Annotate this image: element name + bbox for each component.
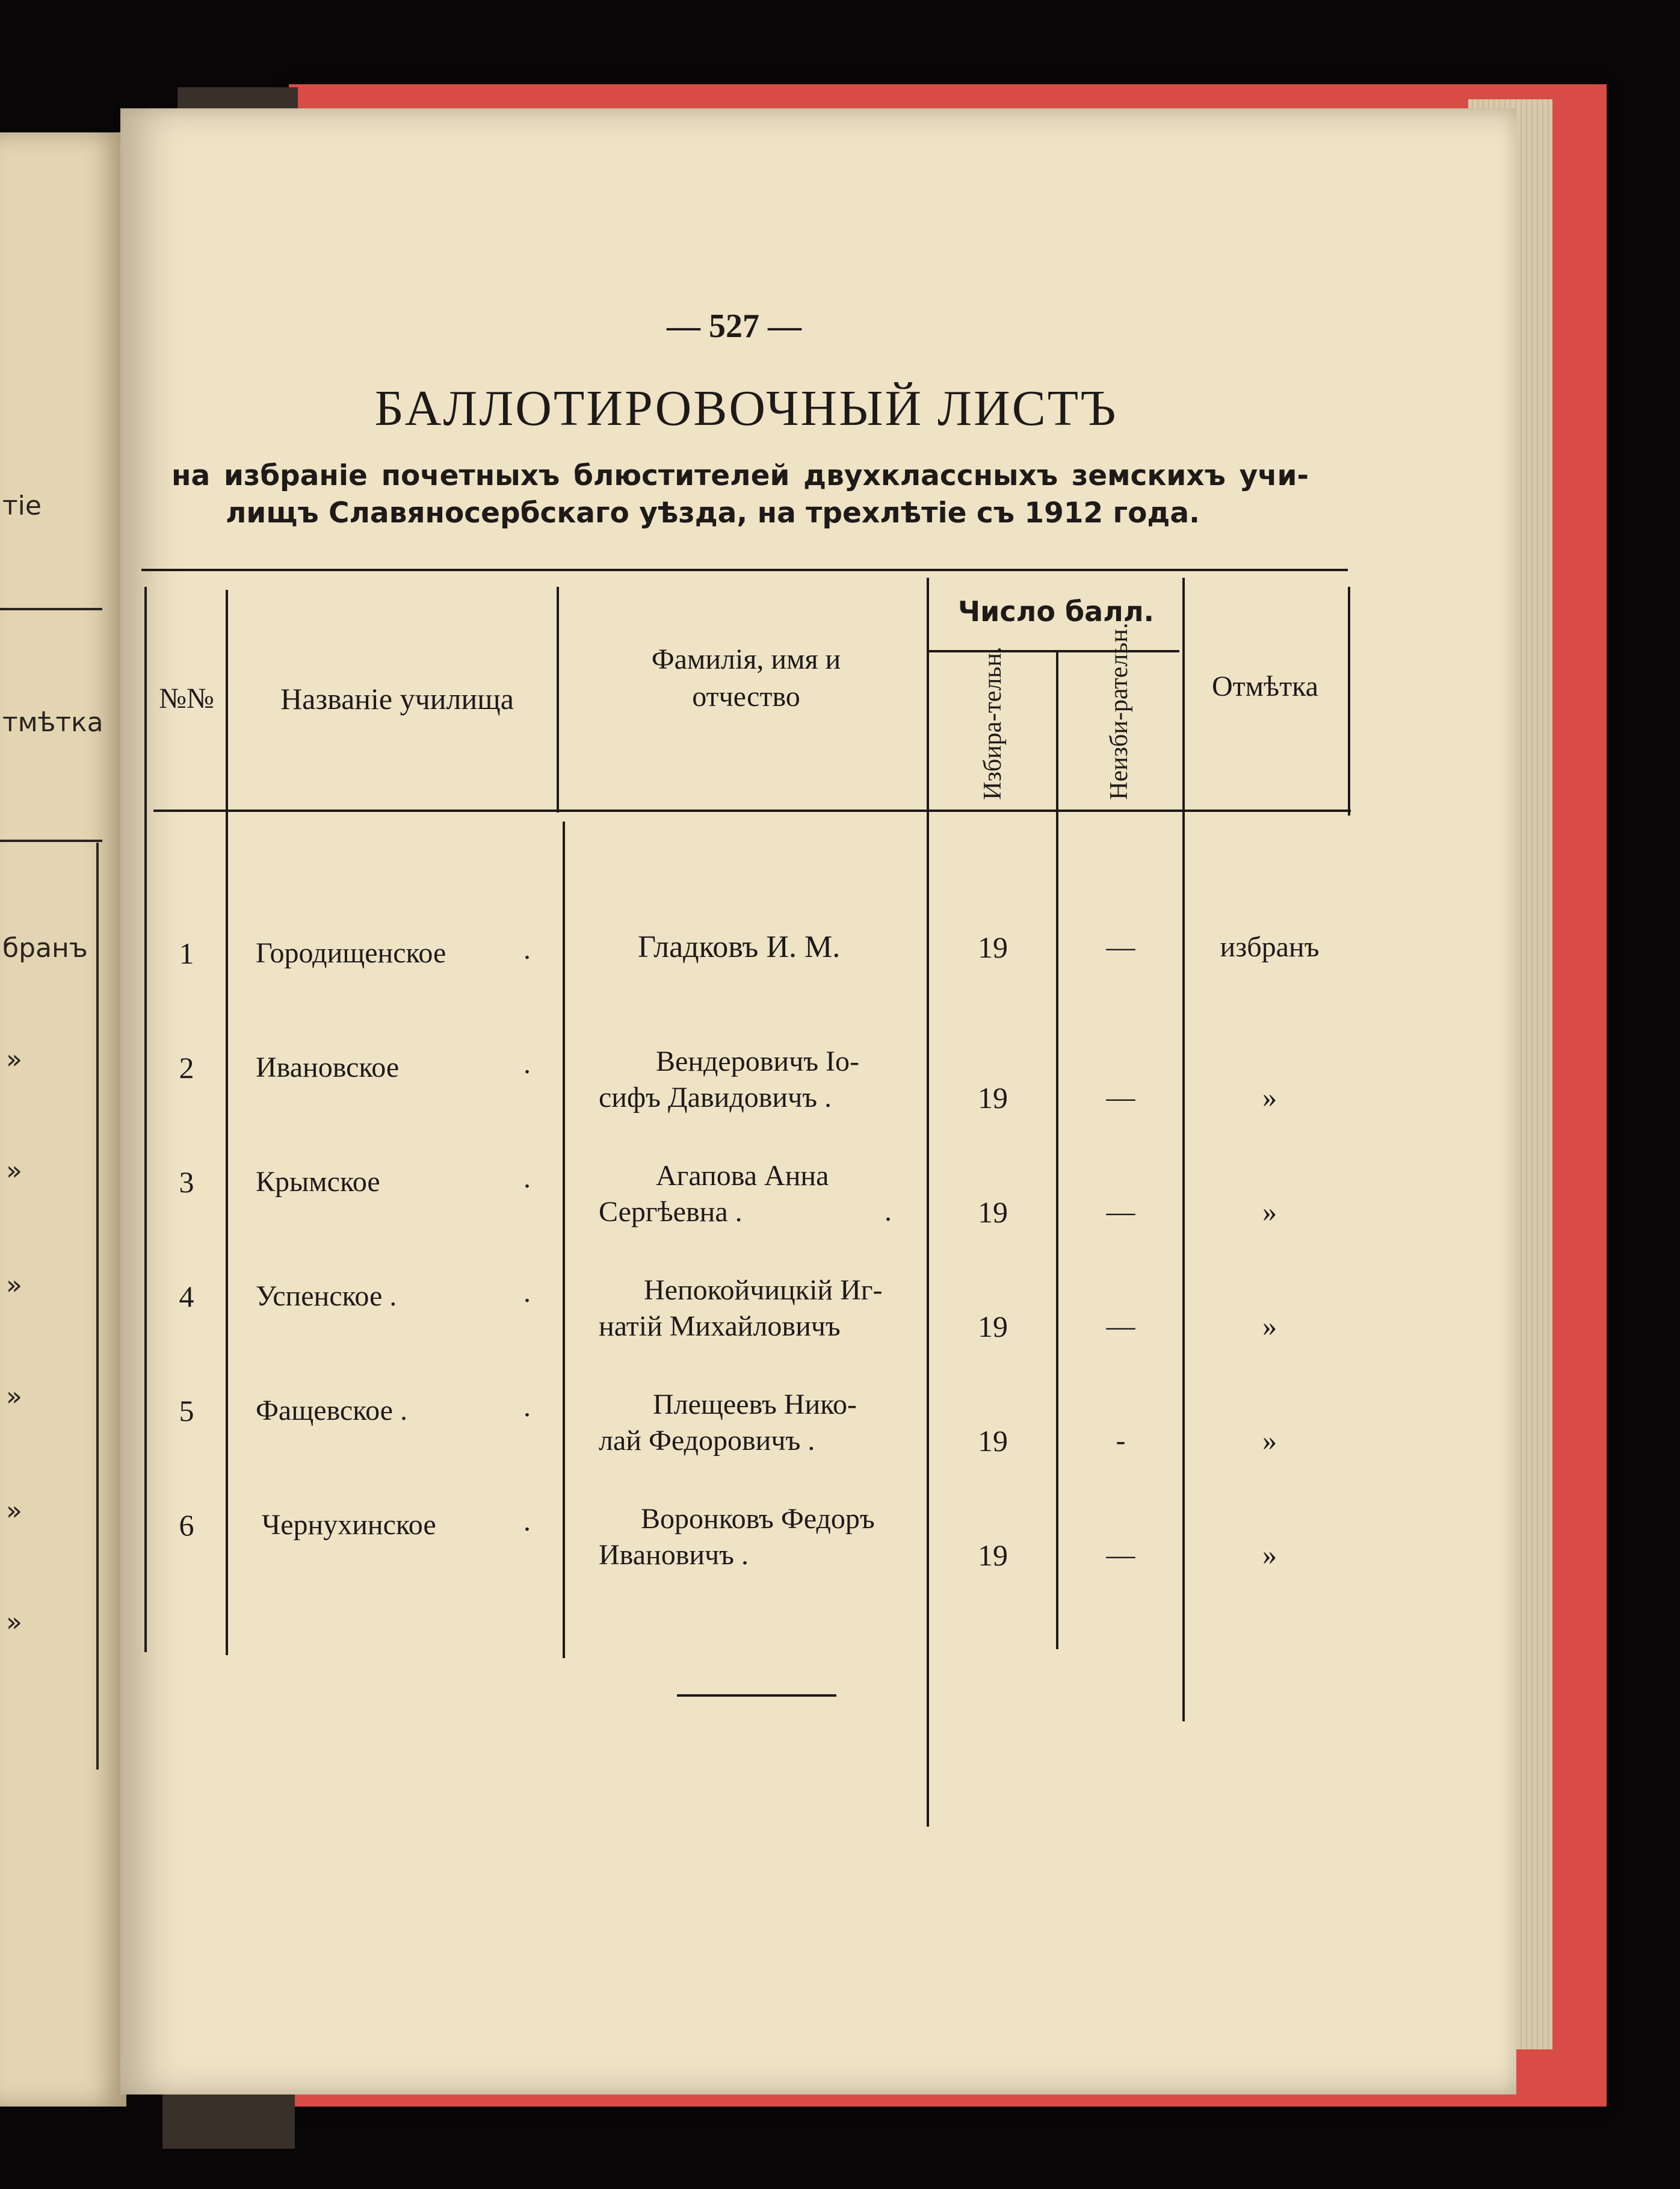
row-name-line1: Гладковъ И. М.	[638, 930, 841, 964]
column-rule-for	[1056, 650, 1058, 1649]
row-number: 4	[179, 1280, 194, 1313]
row-number: 1	[179, 937, 194, 970]
row-school: Городищенское	[256, 937, 446, 969]
prev-page-fragment: »	[6, 1044, 22, 1075]
row-against: —	[1106, 1196, 1135, 1228]
row-against: —	[1106, 1310, 1135, 1342]
header-number: №№	[159, 683, 214, 714]
leader-dot: .	[523, 1391, 531, 1423]
previous-page-edge	[0, 132, 126, 2107]
leader-dot: .	[523, 1048, 531, 1080]
row-name-line2: Сергѣевна .	[599, 1196, 743, 1228]
closing-rule	[677, 1694, 836, 1697]
row-mark: »	[1262, 1196, 1277, 1228]
row-number: 2	[179, 1051, 194, 1085]
row-against: —	[1106, 931, 1135, 963]
row-number: 5	[179, 1394, 194, 1428]
header-points: Число балл.	[958, 595, 1154, 628]
subtitle-line-2: лищъ Славяносербскаго уѣзда, на трехлѣтіе съ 1912 года.	[226, 497, 1200, 530]
table-top-rule	[141, 569, 1348, 571]
row-for: 19	[978, 1310, 1008, 1343]
leader-dot: .	[523, 933, 531, 965]
header-mark: Отмѣтка	[1212, 670, 1318, 702]
row-school: Успенское .	[256, 1280, 397, 1312]
row-name-line2: Ивановичъ .	[599, 1539, 749, 1571]
table-left-border	[144, 587, 147, 1652]
prev-page-fragment: »	[6, 1270, 22, 1301]
points-header-rule	[927, 650, 1179, 652]
prev-page-fragment: тіе	[2, 491, 42, 521]
prev-page-rule	[0, 608, 102, 610]
row-mark: »	[1262, 1425, 1277, 1457]
page-number: — 527 —	[667, 308, 801, 345]
subtitle	[171, 457, 1309, 532]
prev-page-fragment: бранъ	[2, 933, 88, 964]
leader-dot: .	[523, 1162, 531, 1194]
row-for: 19	[978, 930, 1008, 964]
leader-dot: .	[523, 1277, 531, 1308]
subtitle-line-1: на избраніе почетныхъ блюстителей двухклассныхъ земскихъ учи-	[171, 459, 1309, 492]
row-mark: избранъ	[1220, 931, 1320, 963]
row-name-line1: Агапова Анна	[656, 1160, 829, 1192]
row-for: 19	[978, 1081, 1008, 1115]
header-school: Названіе училища	[280, 682, 514, 716]
prev-page-fragment: тмѣтка	[2, 707, 103, 738]
row-mark: »	[1262, 1082, 1277, 1113]
column-rule-name	[927, 578, 929, 1827]
row-for: 19	[978, 1538, 1008, 1572]
header-against: Неизби-рательн.	[1105, 622, 1133, 800]
row-school: Чернухинское	[262, 1509, 436, 1541]
column-rule-against	[1182, 578, 1185, 1721]
row-name-line1: Вендеровичъ Іо-	[656, 1045, 860, 1077]
row-name-line2: натій Михайловичъ	[599, 1310, 841, 1342]
prev-page-fragment: »	[6, 1607, 22, 1638]
leader-dot: .	[885, 1195, 892, 1227]
row-school: Крымское	[256, 1166, 380, 1198]
table-header-rule	[153, 810, 1351, 812]
row-name-line2: лай Федоровичъ .	[599, 1425, 815, 1457]
prev-page-rule	[0, 840, 102, 842]
prev-page-vrule	[96, 843, 99, 1769]
row-against: -	[1116, 1425, 1126, 1457]
row-name-line1: Непокойчицкій Иг-	[644, 1274, 883, 1306]
column-rule-number	[226, 590, 228, 1655]
header-name: Фамилія, имя и отчество	[651, 643, 841, 713]
row-school: Фащевское .	[256, 1395, 407, 1426]
row-against: —	[1106, 1082, 1135, 1113]
row-name-line2: сифъ Давидовичъ .	[599, 1082, 832, 1113]
row-mark: »	[1262, 1539, 1277, 1571]
header-for: Избира-тельн.	[979, 646, 1007, 800]
table-right-border	[1348, 587, 1350, 816]
prev-page-fragment: »	[6, 1156, 22, 1186]
row-name-line1: Воронковъ Федоръ	[641, 1503, 875, 1535]
column-rule-school	[563, 822, 565, 1658]
prev-page-fragment: »	[6, 1381, 22, 1412]
row-number: 6	[179, 1508, 194, 1542]
page-title: БАЛЛОТИРОВОЧНЫЙ ЛИСТЪ	[374, 380, 1118, 436]
row-for: 19	[978, 1195, 1008, 1229]
row-school: Ивановское	[256, 1051, 400, 1083]
row-against: —	[1106, 1539, 1135, 1571]
row-mark: »	[1262, 1310, 1277, 1342]
row-number: 3	[179, 1165, 194, 1199]
prev-page-fragment: »	[6, 1496, 22, 1526]
row-for: 19	[978, 1424, 1008, 1458]
row-name-line1: Плещеевъ Нико-	[653, 1389, 857, 1420]
leader-dot: .	[523, 1505, 531, 1537]
column-rule-school-header	[557, 587, 559, 813]
